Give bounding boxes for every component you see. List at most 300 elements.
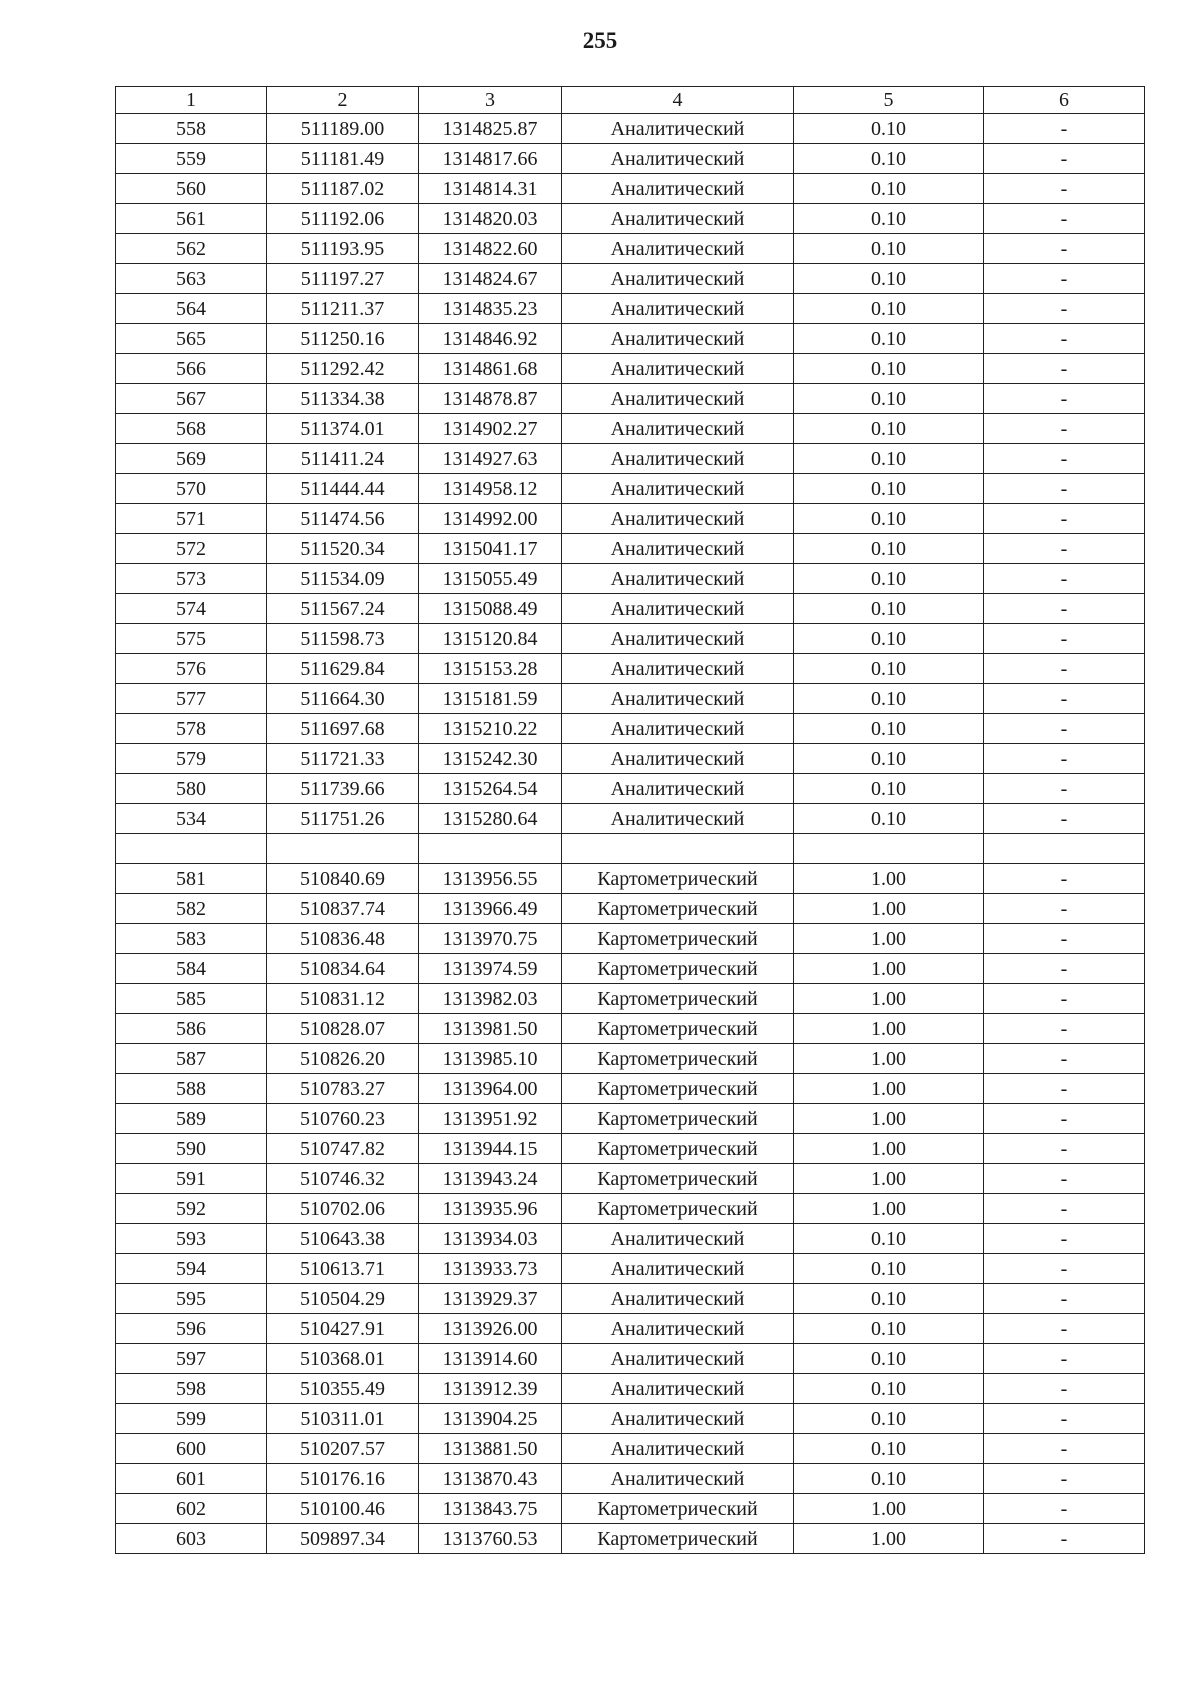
- table-cell: 511374.01: [267, 414, 419, 444]
- table-cell: -: [984, 1344, 1145, 1374]
- table-cell: 1313974.59: [419, 954, 562, 984]
- table-cell: 1313935.96: [419, 1194, 562, 1224]
- table-cell: Аналитический: [562, 624, 794, 654]
- table-cell: 0.10: [794, 564, 984, 594]
- table-cell: 0.10: [794, 744, 984, 774]
- table-cell: 0.10: [794, 1344, 984, 1374]
- table-cell: 581: [116, 864, 267, 894]
- table-row: [116, 1314, 1145, 1344]
- table-cell: 511189.00: [267, 114, 419, 144]
- table-cell: Картометрический: [562, 1014, 794, 1044]
- table-row: [116, 264, 1145, 294]
- table-cell: 511193.95: [267, 234, 419, 264]
- table-cell: 600: [116, 1434, 267, 1464]
- table-cell: [419, 834, 562, 864]
- table-cell: 511739.66: [267, 774, 419, 804]
- table-cell: 1.00: [794, 1164, 984, 1194]
- table-row: [116, 114, 1145, 144]
- table-cell: 511474.56: [267, 504, 419, 534]
- table-cell: -: [984, 594, 1145, 624]
- table-cell: 1313981.50: [419, 1014, 562, 1044]
- table-cell: 1.00: [794, 1494, 984, 1524]
- table-cell: 0.10: [794, 774, 984, 804]
- table-cell: Аналитический: [562, 534, 794, 564]
- table-cell: Аналитический: [562, 684, 794, 714]
- table-cell: Аналитический: [562, 444, 794, 474]
- table-cell: 564: [116, 294, 267, 324]
- table-row: [116, 624, 1145, 654]
- table-cell: -: [984, 1074, 1145, 1104]
- table-cell: Аналитический: [562, 384, 794, 414]
- table-cell: 0.10: [794, 414, 984, 444]
- table-cell: -: [984, 654, 1145, 684]
- table-cell: -: [984, 1494, 1145, 1524]
- table-row: [116, 324, 1145, 354]
- table-cell: -: [984, 1314, 1145, 1344]
- table-cell: 582: [116, 894, 267, 924]
- table-cell: -: [984, 1374, 1145, 1404]
- table-cell: -: [984, 894, 1145, 924]
- table-cell: 1313912.39: [419, 1374, 562, 1404]
- table-cell: 0.10: [794, 1464, 984, 1494]
- table-cell: -: [984, 1044, 1145, 1074]
- table-cell: Аналитический: [562, 504, 794, 534]
- table-cell: -: [984, 1254, 1145, 1284]
- table-cell: 1313956.55: [419, 864, 562, 894]
- table-cell: Картометрический: [562, 894, 794, 924]
- table-cell: Аналитический: [562, 1404, 794, 1434]
- table-cell: 576: [116, 654, 267, 684]
- table-cell: 1313943.24: [419, 1164, 562, 1194]
- table-row: [116, 294, 1145, 324]
- table-row: [116, 1404, 1145, 1434]
- table-cell: 594: [116, 1254, 267, 1284]
- table-cell: 601: [116, 1464, 267, 1494]
- table-cell: 1315120.84: [419, 624, 562, 654]
- table-cell: [116, 834, 267, 864]
- table-cell: -: [984, 534, 1145, 564]
- table-cell: 510828.07: [267, 1014, 419, 1044]
- table-cell: 0.10: [794, 294, 984, 324]
- table-row: [116, 1224, 1145, 1254]
- table-cell: 511534.09: [267, 564, 419, 594]
- table-cell: 566: [116, 354, 267, 384]
- table-cell: -: [984, 324, 1145, 354]
- table-cell: 580: [116, 774, 267, 804]
- table-row: [116, 444, 1145, 474]
- table-cell: 1314861.68: [419, 354, 562, 384]
- table-cell: 1313985.10: [419, 1044, 562, 1074]
- table-cell: 597: [116, 1344, 267, 1374]
- table-row: [116, 534, 1145, 564]
- table-cell: 1314958.12: [419, 474, 562, 504]
- table-cell: 1315181.59: [419, 684, 562, 714]
- table-cell: 511292.42: [267, 354, 419, 384]
- table-cell: Аналитический: [562, 414, 794, 444]
- column-header: 1: [116, 87, 267, 114]
- table-cell: -: [984, 1404, 1145, 1434]
- table-cell: 0.10: [794, 354, 984, 384]
- table-cell: Аналитический: [562, 1314, 794, 1344]
- table-row: [116, 564, 1145, 594]
- table-cell: 1314825.87: [419, 114, 562, 144]
- table-cell: 579: [116, 744, 267, 774]
- table-cell: 1315210.22: [419, 714, 562, 744]
- table-cell: 573: [116, 564, 267, 594]
- table-row: [116, 714, 1145, 744]
- table-cell: 511697.68: [267, 714, 419, 744]
- table-cell: 1315242.30: [419, 744, 562, 774]
- table-cell: 561: [116, 204, 267, 234]
- table-cell: 1313944.15: [419, 1134, 562, 1164]
- table-cell: Аналитический: [562, 1254, 794, 1284]
- table-cell: -: [984, 294, 1145, 324]
- table-row: [116, 414, 1145, 444]
- table-cell: 511411.24: [267, 444, 419, 474]
- table-cell: 511334.38: [267, 384, 419, 414]
- table-cell: 1314835.23: [419, 294, 562, 324]
- table-cell: -: [984, 1104, 1145, 1134]
- table-cell: 510834.64: [267, 954, 419, 984]
- table-cell: 572: [116, 534, 267, 564]
- table-cell: 0.10: [794, 594, 984, 624]
- table-cell: 1.00: [794, 864, 984, 894]
- table-row: [116, 144, 1145, 174]
- table-cell: Картометрический: [562, 1164, 794, 1194]
- table-cell: -: [984, 864, 1145, 894]
- table-cell: -: [984, 804, 1145, 834]
- table-cell: 0.10: [794, 444, 984, 474]
- table-row: [116, 864, 1145, 894]
- table-cell: 1.00: [794, 1074, 984, 1104]
- table-row: [116, 354, 1145, 384]
- table-cell: Аналитический: [562, 564, 794, 594]
- table-cell: 511567.24: [267, 594, 419, 624]
- table-cell: -: [984, 984, 1145, 1014]
- table-cell: 1313881.50: [419, 1434, 562, 1464]
- table-cell: 1315264.54: [419, 774, 562, 804]
- table-cell: Аналитический: [562, 294, 794, 324]
- table-cell: Аналитический: [562, 654, 794, 684]
- table-cell: Аналитический: [562, 1434, 794, 1464]
- table-cell: 1313929.37: [419, 1284, 562, 1314]
- table-cell: 511598.73: [267, 624, 419, 654]
- table-cell: 511721.33: [267, 744, 419, 774]
- table-cell: 510207.57: [267, 1434, 419, 1464]
- table-cell: 510176.16: [267, 1464, 419, 1494]
- table-cell: 1314902.27: [419, 414, 562, 444]
- table-cell: 509897.34: [267, 1524, 419, 1554]
- table-cell: 1.00: [794, 1194, 984, 1224]
- table-cell: 0.10: [794, 1224, 984, 1254]
- table-cell: Аналитический: [562, 714, 794, 744]
- table-cell: -: [984, 174, 1145, 204]
- table-cell: 1.00: [794, 954, 984, 984]
- table-cell: 511664.30: [267, 684, 419, 714]
- table-cell: 0.10: [794, 1404, 984, 1434]
- table-cell: 1.00: [794, 1044, 984, 1074]
- table-cell: -: [984, 354, 1145, 384]
- table-cell: 511187.02: [267, 174, 419, 204]
- table-cell: 1314824.67: [419, 264, 562, 294]
- table-cell: Аналитический: [562, 354, 794, 384]
- table-cell: 1.00: [794, 894, 984, 924]
- table-cell: Аналитический: [562, 114, 794, 144]
- table-row: [116, 1134, 1145, 1164]
- table-cell: 0.10: [794, 1434, 984, 1464]
- table-cell: 510837.74: [267, 894, 419, 924]
- table-cell: 1313964.00: [419, 1074, 562, 1104]
- table-cell: 510504.29: [267, 1284, 419, 1314]
- table-cell: 592: [116, 1194, 267, 1224]
- table-cell: -: [984, 1194, 1145, 1224]
- table-cell: 1315280.64: [419, 804, 562, 834]
- table-cell: -: [984, 564, 1145, 594]
- table-cell: 1315153.28: [419, 654, 562, 684]
- table-row: [116, 594, 1145, 624]
- table-cell: -: [984, 1014, 1145, 1044]
- table-cell: -: [984, 1284, 1145, 1314]
- table-cell: 0.10: [794, 264, 984, 294]
- table-row: [116, 834, 1145, 864]
- table-cell: 510100.46: [267, 1494, 419, 1524]
- table-cell: Картометрический: [562, 924, 794, 954]
- table-cell: Аналитический: [562, 324, 794, 354]
- table-cell: 1314820.03: [419, 204, 562, 234]
- table-cell: 1314878.87: [419, 384, 562, 414]
- table-cell: Аналитический: [562, 774, 794, 804]
- table-cell: 591: [116, 1164, 267, 1194]
- table-row: [116, 1164, 1145, 1194]
- table-cell: 1314822.60: [419, 234, 562, 264]
- table-cell: 1315055.49: [419, 564, 562, 594]
- table-cell: 0.10: [794, 474, 984, 504]
- column-header: 2: [267, 87, 419, 114]
- table-row: [116, 654, 1145, 684]
- table-cell: 511211.37: [267, 294, 419, 324]
- table-cell: -: [984, 684, 1145, 714]
- table-cell: 558: [116, 114, 267, 144]
- table-cell: 511250.16: [267, 324, 419, 354]
- table-cell: 562: [116, 234, 267, 264]
- table-cell: 589: [116, 1104, 267, 1134]
- table-cell: 583: [116, 924, 267, 954]
- table-cell: 511520.34: [267, 534, 419, 564]
- table-cell: 563: [116, 264, 267, 294]
- table-cell: 1313934.03: [419, 1224, 562, 1254]
- table-row: [116, 1044, 1145, 1074]
- table-cell: -: [984, 1224, 1145, 1254]
- table-cell: -: [984, 1524, 1145, 1554]
- table-cell: 1315088.49: [419, 594, 562, 624]
- table-cell: 602: [116, 1494, 267, 1524]
- table-cell: 511192.06: [267, 204, 419, 234]
- table-cell: 1315041.17: [419, 534, 562, 564]
- table-row: [116, 1494, 1145, 1524]
- table-cell: 560: [116, 174, 267, 204]
- table-cell: 1313870.43: [419, 1464, 562, 1494]
- table-row: [116, 894, 1145, 924]
- table-cell: Аналитический: [562, 744, 794, 774]
- table-cell: -: [984, 414, 1145, 444]
- table-cell: 1.00: [794, 1014, 984, 1044]
- table-cell: -: [984, 114, 1145, 144]
- table-cell: 1314846.92: [419, 324, 562, 354]
- table-row: [116, 504, 1145, 534]
- table-cell: 1313966.49: [419, 894, 562, 924]
- table-cell: 595: [116, 1284, 267, 1314]
- table-cell: -: [984, 714, 1145, 744]
- table-cell: 510836.48: [267, 924, 419, 954]
- table-cell: 1313914.60: [419, 1344, 562, 1374]
- table-row: [116, 954, 1145, 984]
- table-cell: 574: [116, 594, 267, 624]
- table-cell: 571: [116, 504, 267, 534]
- table-row: [116, 174, 1145, 204]
- table-cell: 596: [116, 1314, 267, 1344]
- table-cell: 568: [116, 414, 267, 444]
- table-row: [116, 1374, 1145, 1404]
- table-cell: Картометрический: [562, 1044, 794, 1074]
- table-cell: 575: [116, 624, 267, 654]
- table-cell: -: [984, 204, 1145, 234]
- table-cell: 577: [116, 684, 267, 714]
- table-cell: 0.10: [794, 804, 984, 834]
- table-cell: Картометрический: [562, 1134, 794, 1164]
- table-row: [116, 1524, 1145, 1554]
- table-cell: 586: [116, 1014, 267, 1044]
- table-cell: 0.10: [794, 144, 984, 174]
- table-row: [116, 204, 1145, 234]
- table-cell: 510840.69: [267, 864, 419, 894]
- table-cell: 1.00: [794, 1104, 984, 1134]
- table-cell: 510746.32: [267, 1164, 419, 1194]
- table-cell: Аналитический: [562, 1224, 794, 1254]
- table-cell: 511197.27: [267, 264, 419, 294]
- table-cell: Аналитический: [562, 204, 794, 234]
- table-cell: -: [984, 144, 1145, 174]
- table-cell: 534: [116, 804, 267, 834]
- table-cell: [794, 834, 984, 864]
- table-cell: 1.00: [794, 1524, 984, 1554]
- table-cell: 0.10: [794, 234, 984, 264]
- table-cell: 0.10: [794, 684, 984, 714]
- table-cell: 588: [116, 1074, 267, 1104]
- table-cell: 1.00: [794, 924, 984, 954]
- table-row: [116, 744, 1145, 774]
- table-cell: 510826.20: [267, 1044, 419, 1074]
- table-cell: 1313926.00: [419, 1314, 562, 1344]
- table-cell: 510311.01: [267, 1404, 419, 1434]
- table-row: [116, 474, 1145, 504]
- table-cell: 0.10: [794, 534, 984, 564]
- table-cell: Картометрический: [562, 984, 794, 1014]
- table-cell: 510355.49: [267, 1374, 419, 1404]
- table-cell: 1313904.25: [419, 1404, 562, 1434]
- table-row: [116, 924, 1145, 954]
- table-cell: Картометрический: [562, 1104, 794, 1134]
- table-cell: 0.10: [794, 1254, 984, 1284]
- table-cell: [562, 834, 794, 864]
- table-cell: 1314927.63: [419, 444, 562, 474]
- table-cell: 0.10: [794, 324, 984, 354]
- table-row: [116, 1344, 1145, 1374]
- table-cell: Аналитический: [562, 234, 794, 264]
- table-cell: 1313951.92: [419, 1104, 562, 1134]
- column-header: 3: [419, 87, 562, 114]
- table-cell: Аналитический: [562, 174, 794, 204]
- table-cell: Картометрический: [562, 954, 794, 984]
- table-cell: 0.10: [794, 204, 984, 234]
- table-cell: -: [984, 264, 1145, 294]
- table-cell: 559: [116, 144, 267, 174]
- column-header: 6: [984, 87, 1145, 114]
- table-row: [116, 234, 1145, 264]
- table-row: [116, 1074, 1145, 1104]
- table-cell: -: [984, 954, 1145, 984]
- table-cell: 569: [116, 444, 267, 474]
- table-cell: 511629.84: [267, 654, 419, 684]
- column-header: 5: [794, 87, 984, 114]
- table-row: [116, 984, 1145, 1014]
- table-cell: Картометрический: [562, 1074, 794, 1104]
- table-cell: 593: [116, 1224, 267, 1254]
- table-cell: 0.10: [794, 174, 984, 204]
- table-cell: -: [984, 384, 1145, 414]
- table-cell: Аналитический: [562, 144, 794, 174]
- table-cell: 511181.49: [267, 144, 419, 174]
- table-cell: Аналитический: [562, 1284, 794, 1314]
- table-cell: Картометрический: [562, 1194, 794, 1224]
- table-cell: [984, 834, 1145, 864]
- table-cell: 567: [116, 384, 267, 414]
- table-cell: -: [984, 1134, 1145, 1164]
- table-cell: 511751.26: [267, 804, 419, 834]
- table-cell: 0.10: [794, 1314, 984, 1344]
- table-row: [116, 1194, 1145, 1224]
- table-cell: 0.10: [794, 1284, 984, 1314]
- table-row: [116, 1464, 1145, 1494]
- table-cell: 584: [116, 954, 267, 984]
- table-cell: -: [984, 504, 1145, 534]
- table-cell: Картометрический: [562, 1494, 794, 1524]
- table-body: [116, 114, 1145, 1554]
- table-cell: 0.10: [794, 114, 984, 144]
- table-row: [116, 384, 1145, 414]
- table-cell: 510427.91: [267, 1314, 419, 1344]
- table-cell: 1313970.75: [419, 924, 562, 954]
- table-cell: 585: [116, 984, 267, 1014]
- table-row: [116, 684, 1145, 714]
- table-cell: 587: [116, 1044, 267, 1074]
- table-cell: 578: [116, 714, 267, 744]
- table-cell: 0.10: [794, 384, 984, 414]
- table-cell: 1313760.53: [419, 1524, 562, 1554]
- table-cell: Аналитический: [562, 594, 794, 624]
- table-cell: -: [984, 444, 1145, 474]
- table-cell: [267, 834, 419, 864]
- table-cell: 1314814.31: [419, 174, 562, 204]
- table-cell: 0.10: [794, 1374, 984, 1404]
- table-row: [116, 1254, 1145, 1284]
- table-cell: 510747.82: [267, 1134, 419, 1164]
- table-cell: Аналитический: [562, 1464, 794, 1494]
- table-cell: 1314992.00: [419, 504, 562, 534]
- table-cell: 0.10: [794, 624, 984, 654]
- header-row: [116, 87, 1145, 114]
- table-cell: Аналитический: [562, 804, 794, 834]
- table-row: [116, 1434, 1145, 1464]
